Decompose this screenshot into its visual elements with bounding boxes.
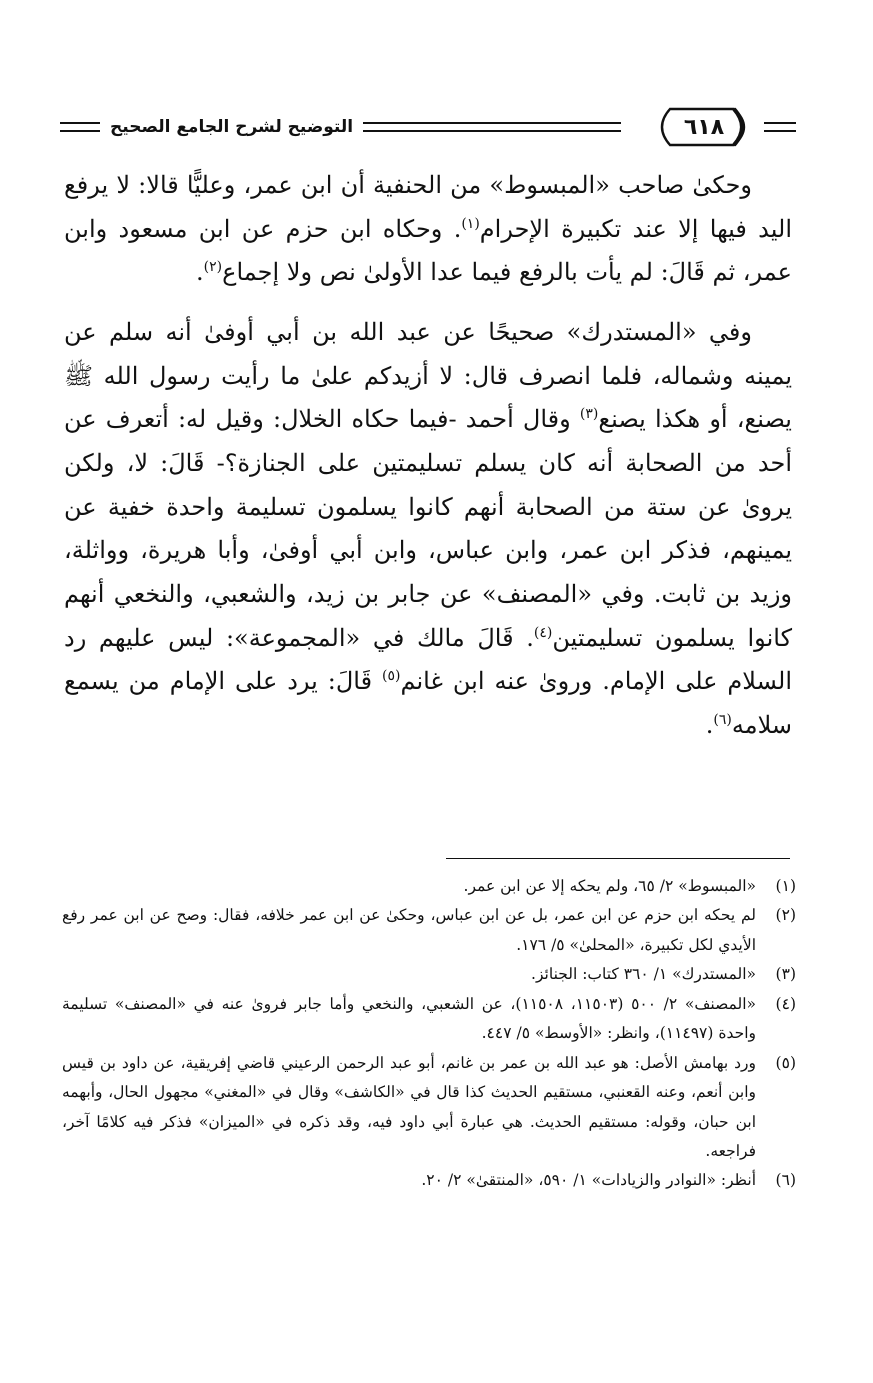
running-title: التوضيح لشرح الجامع الصحيح (110, 117, 354, 137)
footnotes (62, 872, 796, 1196)
text-run: . وحكاه ابن حزم عن ابن مسعود وابن عمر، ثم قَالَ: لم يأت بالرفع فيما عدا الأولىٰ نص ولا إجماع (64, 214, 792, 287)
page-number-group (650, 103, 796, 151)
header-title-group (60, 117, 621, 137)
footnote-number: (٤) (775, 994, 796, 1013)
text-run: . (705, 711, 714, 740)
footnote-number: (٢) (775, 906, 796, 925)
footnote-item (62, 901, 796, 960)
footnote-ref: (٣) (579, 406, 599, 423)
footnote-ref: (٦) (713, 712, 732, 729)
footnote-number: (٣) (775, 965, 796, 984)
footnote-ref: (١) (461, 215, 480, 232)
page-number-ornament (650, 103, 758, 151)
text-run: . قَالَ مالك في «المجموعة»: ليس عليهم رد السلام على الإمام. وروىٰ عنه ابن غانم (64, 623, 792, 696)
footnote-ref: (٢) (203, 259, 223, 276)
footnote-text: «المبسوط» ٢/ ٦٥، ولم يحكه إلا عن ابن عمر. (463, 877, 756, 895)
footnote-item (62, 1166, 796, 1195)
footnote-number: (٦) (775, 1171, 796, 1190)
footnote-item (62, 1049, 796, 1167)
header-rule-left (60, 122, 100, 132)
footnote-item (62, 872, 796, 901)
text-run: . (196, 258, 204, 287)
text-run: وفي «المستدرك» صحيحًا عن عبد الله بن أبي أوفىٰ أنه سلم عن يمينه وشماله، فلما انصرف قال: لا أزيدكم علىٰ ما رأيت رسول الله ﷺ يصنع، أو هكذا يصنع (64, 318, 792, 434)
footnote-item (62, 960, 796, 989)
text-run: وحكىٰ صاحب «المبسوط» من الحنفية أن ابن عمر، وعليًّا قالا: لا يرفع اليد فيها إلا عند تكبيرة الإحرام (64, 171, 793, 243)
text-run: وقال أحمد -فيما حكاه الخلال: وقيل له: أتعرف عن أحد من الصحابة أنه كان يسلم تسليمتين على الجنازة؟- قَالَ: لا، ولكن يروىٰ عن ستة من الصحابة أنهم كانوا يسلمون تسليمة واحدة خفية عن يمينهم، فذكر ابن عمر، وابن عباس، وابن أبي أوفىٰ، وأبا هريرة، وواثلة، وزيد بن ثابت. وفي «المصنف» عن جابر بن زيد، والشعبي، والنخعي أنهم كانوا يسلمون تسليمتين (64, 405, 793, 652)
text-run: قَالَ: يرد على الإمام من يسمع سلامه (64, 667, 792, 740)
footnote-text: ورد بهامش الأصل: هو عبد الله بن عمر بن غانم، أبو عبد الرحمن الرعيني قاضي إفريقية، عن داود بن قيس وابن أنعم، وعنه القعنبي، مستقيم الحديث كذا قال في «الكاشف» وقال في «المغني» مجهول الحال، وأبهمه ابن حبان، وقوله: مستقيم الحديث. هي عبارة أبي داود فيه، وقد ذكره في «الميزان» فذكر فيه كلامًا آخر، فراجعه. (62, 1053, 756, 1160)
footnote-text: أنظر: «النوادر والزيادات» ١/ ٥٩٠، «المنتقىٰ» ٢/ ٢٠. (421, 1171, 756, 1190)
footnote-number: (١) (775, 877, 796, 895)
header-rule-middle (363, 122, 621, 132)
footnote-separator (446, 858, 790, 859)
footnote-ref: (٤) (533, 624, 553, 641)
body-paragraph (64, 164, 792, 295)
footnote-number: (٥) (775, 1053, 796, 1072)
footnote-item (62, 990, 796, 1049)
page-number: ٦١٨ (683, 114, 725, 140)
header-rule-right (764, 122, 796, 132)
footnote-text: «المصنف» ٢/ ٥٠٠ (١١٥٠٣، ١١٥٠٨)، عن الشعبي، والنخعي وأما جابر فروىٰ عنه في «المصنف» تسليمة واحدة (١١٤٩٧)، وانظر: «الأوسط» ٥/ ٤٤٧. (62, 994, 756, 1043)
main-text (64, 164, 792, 764)
footnote-ref: (٥) (382, 668, 401, 685)
footnote-text: «المستدرك» ١/ ٣٦٠ كتاب: الجنائز. (531, 965, 756, 984)
footnote-text: لم يحكه ابن حزم عن ابن عمر، بل عن ابن عباس، وحكىٰ عن ابن عمر خلافه، فقال: وصح عن ابن عمر رفع الأيدي لكل تكبيرة، «المحلىٰ» ٥/ ١٧٦. (62, 906, 756, 954)
running-header (60, 92, 796, 162)
body-paragraph (64, 311, 792, 748)
